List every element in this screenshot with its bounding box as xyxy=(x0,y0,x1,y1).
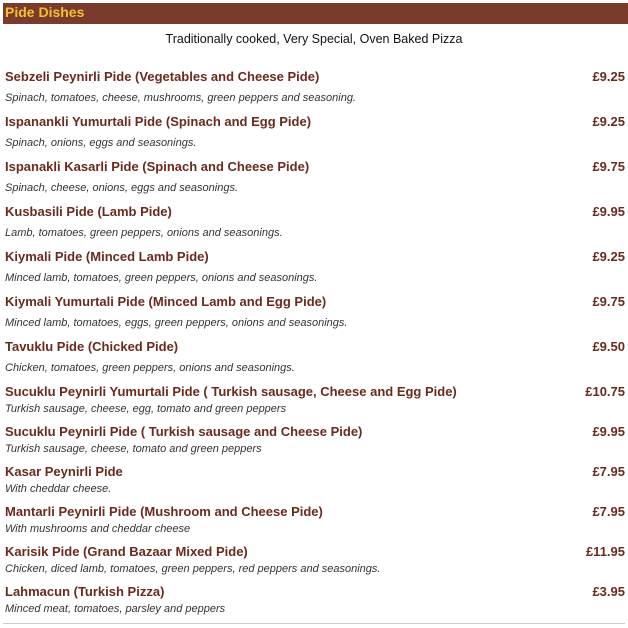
dish-description: With cheddar cheese. xyxy=(5,483,112,495)
dish-description: With mushrooms and cheddar cheese xyxy=(5,523,191,535)
dish-name: Kiymali Pide (Minced Lamb Pide) xyxy=(5,249,209,264)
dish-price: £7.95 xyxy=(592,464,625,479)
dish-name: Ispanankli Yumurtali Pide (Spinach and Egg Pide) xyxy=(5,114,312,129)
menu-item xyxy=(5,249,625,294)
dish-price: £9.25 xyxy=(592,249,625,264)
dish-price: £9.75 xyxy=(592,294,625,309)
dish-price: £10.75 xyxy=(585,384,625,399)
menu-item xyxy=(5,69,625,114)
dish-price: £11.95 xyxy=(585,544,625,559)
dish-description: Turkish sausage, cheese, egg, tomato and green peppers xyxy=(5,403,287,415)
dish-name: Sebzeli Peynirli Pide (Vegetables and Cheese Pide) xyxy=(5,69,320,84)
menu-item xyxy=(5,114,625,159)
dish-description: Chicken, tomatoes, green peppers, onions and seasonings. xyxy=(5,362,295,374)
dish-price: £9.75 xyxy=(592,159,625,174)
dish-name: Kiymali Yumurtali Pide (Minced Lamb and Egg Pide) xyxy=(5,294,327,309)
dish-price: £9.50 xyxy=(592,339,625,354)
menu-item xyxy=(5,584,625,624)
dish-description: Spinach, cheese, onions, eggs and seasonings. xyxy=(5,182,238,194)
dish-name: Sucuklu Peynirli Yumurtali Pide ( Turkish sausage, Cheese and Egg Pide) xyxy=(5,384,457,399)
dish-description: Minced lamb, tomatoes, green peppers, onions and seasonings. xyxy=(5,272,318,284)
dish-price: £9.25 xyxy=(592,114,625,129)
dish-name: Kasar Peynirli Pide xyxy=(5,464,123,479)
dish-name: Karisik Pide (Grand Bazaar Mixed Pide) xyxy=(5,544,248,559)
section-subtitle: Traditionally cooked, Very Special, Oven Baked Pizza xyxy=(165,32,463,46)
menu-item xyxy=(5,339,625,384)
divider xyxy=(3,623,625,624)
dish-price: £3.95 xyxy=(592,584,625,599)
menu-item xyxy=(5,204,625,249)
dish-price: £9.25 xyxy=(592,69,625,84)
dish-name: Lahmacun (Turkish Pizza) xyxy=(5,584,165,599)
dish-name: Kusbasili Pide (Lamb Pide) xyxy=(5,204,172,219)
dish-price: £9.95 xyxy=(592,424,625,439)
section-title: Pide Dishes xyxy=(5,4,85,20)
dish-description: Spinach, onions, eggs and seasonings. xyxy=(5,137,197,149)
menu-item xyxy=(5,464,625,504)
dish-description: Minced meat, tomatoes, parsley and peppers xyxy=(5,603,226,615)
menu-item xyxy=(5,294,625,339)
menu-list xyxy=(5,69,625,624)
dish-price: £9.95 xyxy=(592,204,625,219)
dish-description: Chicken, diced lamb, tomatoes, green peppers, red peppers and seasonings. xyxy=(5,563,381,575)
dish-description: Minced lamb, tomatoes, eggs, green peppers, onions and seasonings. xyxy=(5,317,348,329)
dish-name: Tavuklu Pide (Chicked Pide) xyxy=(5,339,179,354)
section-header xyxy=(3,3,628,24)
dish-description: Turkish sausage, cheese, tomato and green peppers xyxy=(5,443,262,455)
menu-item xyxy=(5,504,625,544)
menu-item xyxy=(5,159,625,204)
dish-name: Mantarli Peynirli Pide (Mushroom and Cheese Pide) xyxy=(5,504,323,519)
dish-description: Lamb, tomatoes, green peppers, onions and seasonings. xyxy=(5,227,283,239)
dish-description: Spinach, tomatoes, cheese, mushrooms, green peppers and seasoning. xyxy=(5,92,356,104)
dish-name: Ispanakli Kasarli Pide (Spinach and Cheese Pide) xyxy=(5,159,310,174)
menu-item xyxy=(5,544,625,584)
dish-name: Sucuklu Peynirli Pide ( Turkish sausage and Cheese Pide) xyxy=(5,424,363,439)
menu-item xyxy=(5,384,625,424)
menu-item xyxy=(5,424,625,464)
dish-price: £7.95 xyxy=(592,504,625,519)
